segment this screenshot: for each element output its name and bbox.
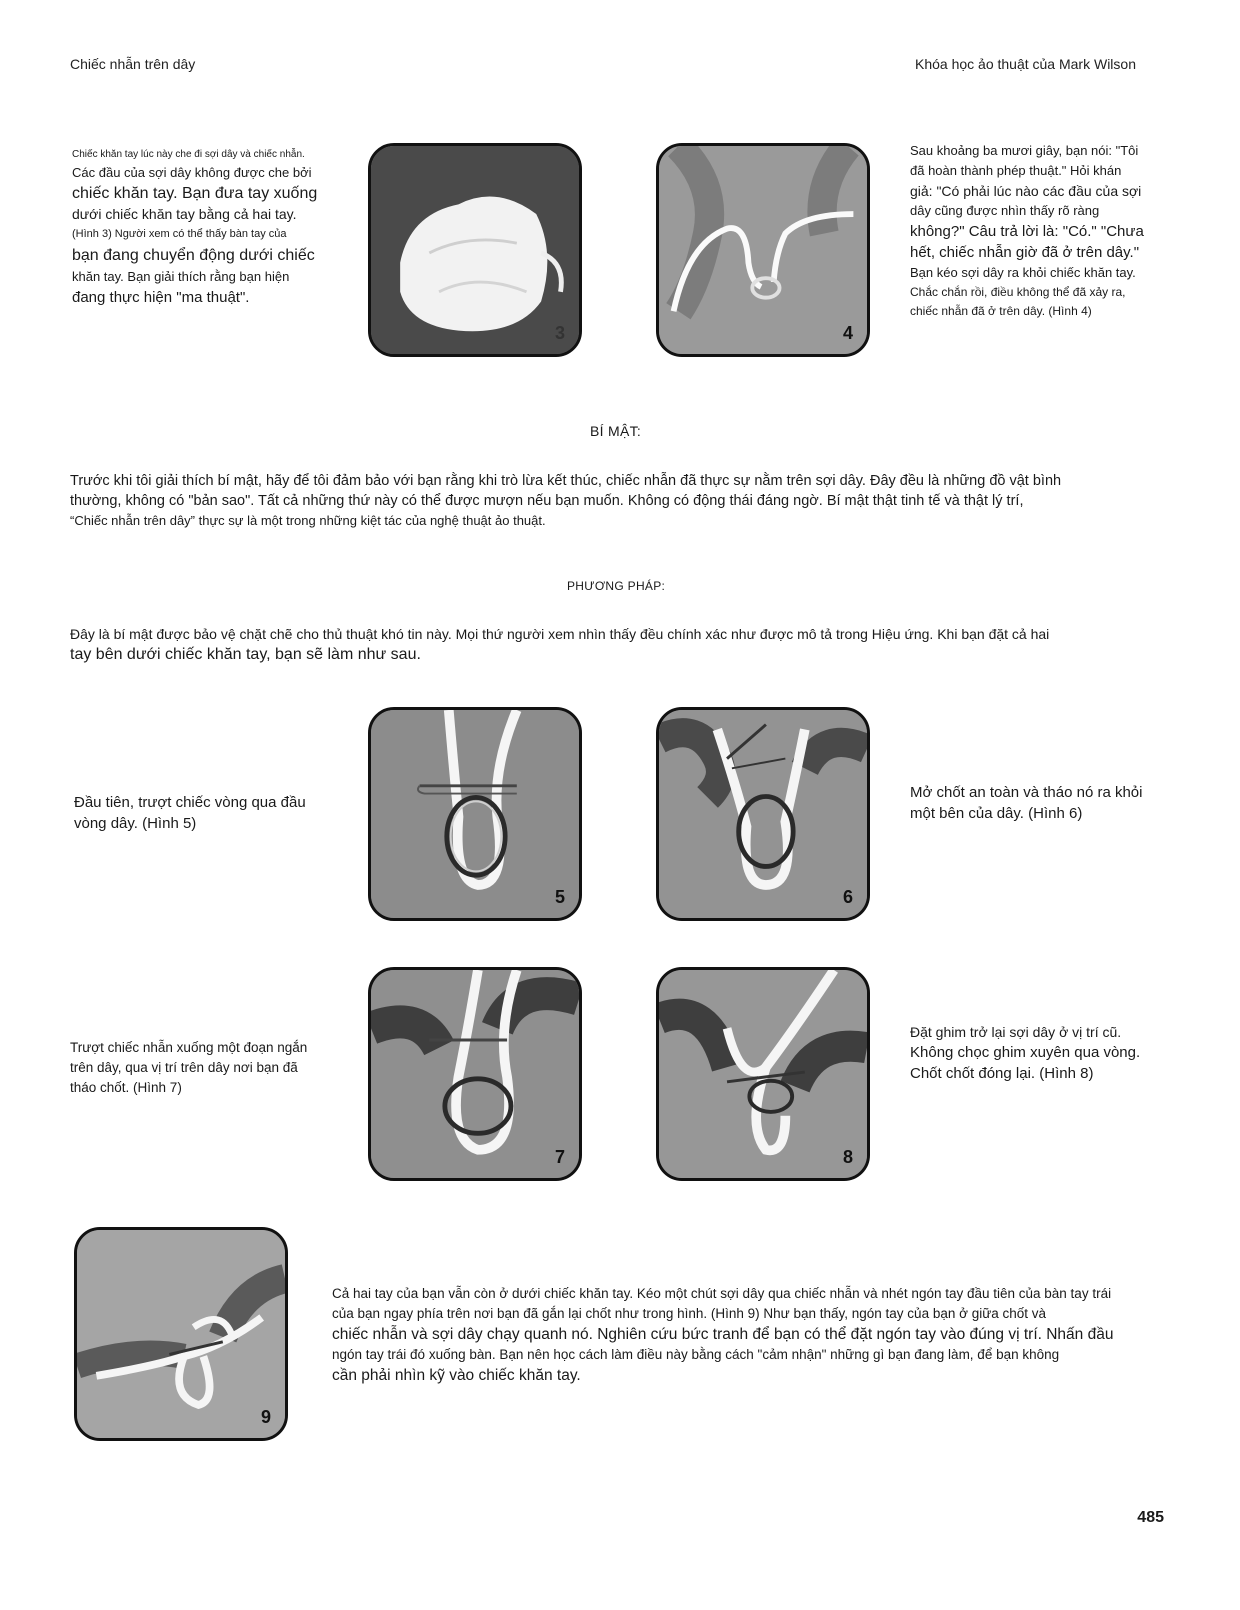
handkerchief-illustration (371, 146, 579, 354)
figure-number: 3 (554, 323, 565, 343)
text-line: tháo chốt. (Hình 7) (70, 1080, 182, 1095)
open-safety-pin-illustration (659, 710, 867, 918)
text-line: một bên của dây. (Hình 6) (910, 805, 1083, 822)
intro-text-right (910, 141, 1210, 321)
text-line: đã hoàn thành phép thuật." Hỏi khán (910, 163, 1122, 178)
figure-5-photo (368, 707, 582, 921)
figure-9-photo (74, 1227, 288, 1441)
text-line: vòng dây. (Hình 5) (74, 815, 197, 832)
running-header-left: Chiếc nhẫn trên dây (70, 56, 196, 72)
step-5-text (74, 792, 354, 834)
ring-over-loop-illustration (371, 710, 579, 918)
figure-4-photo (656, 143, 870, 357)
text-line: của bạn ngay phía trên nơi bạn đã gắn lại chốt như trong hình. (Hình 9) Như bạn thấy, ngón tay của bạn ở giữa chốt và (332, 1306, 1047, 1321)
figure-8-photo (656, 967, 870, 1181)
figure-7-photo (368, 967, 582, 1181)
text-line: dưới chiếc khăn tay bằng cả hai tay. (72, 206, 297, 222)
intro-text-left (72, 146, 342, 308)
text-line: Trượt chiếc nhẫn xuống một đoạn ngắn (70, 1040, 308, 1055)
text-line: Cả hai tay của bạn vẫn còn ở dưới chiếc khăn tay. Kéo một chút sợi dây qua chiếc nhẫn và nhét ngón tay đầu tiên của bàn tay trái (332, 1286, 1112, 1301)
secret-paragraph (70, 471, 1190, 531)
figure-number: 8 (842, 1147, 853, 1167)
text-line: Sau khoảng ba mươi giây, bạn nói: "Tôi (910, 143, 1139, 158)
figure-number: 5 (554, 887, 565, 907)
text-line: Chiếc khăn tay lúc này che đi sợi dây và chiếc nhẫn. (72, 149, 305, 160)
text-line: cần phải nhìn kỹ vào chiếc khăn tay. (332, 1367, 581, 1384)
secret-heading: BÍ MẬT: (590, 423, 642, 439)
ring-slide-illustration (371, 970, 579, 1178)
text-line: thường, không có "bản sao". Tất cả những thứ này có thể được mượn nếu bạn muốn. Không có động thái đáng ngờ. Bí mật thật tinh tế và thật lý trí, (70, 493, 1024, 509)
text-line: Đây là bí mật được bảo vệ chặt chẽ cho thủ thuật khó tin này. Mọi thứ người xem nhìn thấy đều chính xác như được mô tả trong Hiệu ứng. Khi bạn đặt cả hai (70, 626, 1050, 642)
text-line: (Hình 3) Người xem có thể thấy bàn tay của (72, 228, 287, 240)
figure-number: 9 (260, 1407, 271, 1427)
text-line: khăn tay. Bạn giải thích rằng bạn hiện (72, 269, 290, 284)
figure-number: 6 (842, 887, 853, 907)
step-8-text (910, 1022, 1210, 1084)
text-line: Đặt ghim trở lại sợi dây ở vị trí cũ. (910, 1024, 1122, 1040)
text-line: đang thực hiện "ma thuật". (72, 289, 250, 306)
step-7-text (70, 1038, 360, 1098)
text-line: Trước khi tôi giải thích bí mật, hãy để tôi đảm bảo với bạn rằng khi trò lừa kết thúc, chiếc nhẫn đã thực sự nằm trên sợi dây. Đây đều là những đồ vật bình (70, 473, 1062, 489)
text-line: chiếc nhẫn và sợi dây chạy quanh nó. Nghiên cứu bức tranh để bạn có thể đặt ngón tay vào đúng vị trí. Nhấn đầu (332, 1326, 1114, 1343)
text-line: không?" Câu trả lời là: "Có." "Chưa (910, 223, 1144, 240)
text-line: Mở chốt an toàn và tháo nó ra khỏi (910, 784, 1143, 801)
text-line: bạn đang chuyển động dưới chiếc (72, 247, 315, 264)
figure-number: 4 (842, 323, 853, 343)
ring-on-string-illustration (659, 146, 867, 354)
text-line: chiếc khăn tay. Bạn đưa tay xuống (72, 185, 318, 202)
method-heading: PHƯƠNG PHÁP: (567, 579, 666, 593)
figure-6-photo (656, 707, 870, 921)
text-line: Chốt chốt đóng lại. (Hình 8) (910, 1065, 1094, 1082)
text-line: Các đầu của sợi dây không được che bởi (72, 165, 312, 180)
text-line: Đầu tiên, trượt chiếc vòng qua đầu (74, 794, 306, 811)
text-line: Chắc chắn rồi, điều không thể đã xảy ra, (910, 285, 1126, 299)
page-number: 485 (1137, 1509, 1164, 1526)
figure-number: 7 (554, 1147, 565, 1167)
figure-3-photo (368, 143, 582, 357)
text-line: “Chiếc nhẫn trên dây” thực sự là một trong những kiệt tác của nghệ thuật ảo thuật. (70, 513, 546, 528)
text-line: Không chọc ghim xuyên qua vòng. (910, 1044, 1141, 1061)
text-line: giả: "Có phải lúc nào các đầu của sợi (910, 183, 1142, 199)
pin-replaced-illustration (659, 970, 867, 1178)
text-line: ngón tay trái đó xuống bàn. Bạn nên học cách làm điều này bằng cách "cảm nhận" những gì bạn đang làm, để bạn không (332, 1347, 1060, 1362)
text-line: dây cũng được nhìn thấy rõ ràng (910, 203, 1100, 218)
step-9-text (332, 1284, 1212, 1386)
text-line: Bạn kéo sợi dây ra khỏi chiếc khăn tay. (910, 265, 1136, 280)
running-header-right: Khóa học ảo thuật của Mark Wilson (914, 56, 1136, 72)
text-line: chiếc nhẫn đã ở trên dây. (Hình 4) (910, 304, 1092, 318)
text-line: hết, chiếc nhẫn giờ đã ở trên dây." (910, 244, 1140, 261)
text-line: trên dây, qua vị trí trên dây nơi bạn đã (70, 1060, 298, 1075)
text-line: tay bên dưới chiếc khăn tay, bạn sẽ làm như sau. (70, 646, 421, 663)
method-paragraph (70, 624, 1190, 665)
finger-placement-illustration (77, 1230, 285, 1438)
step-6-text (910, 782, 1210, 824)
